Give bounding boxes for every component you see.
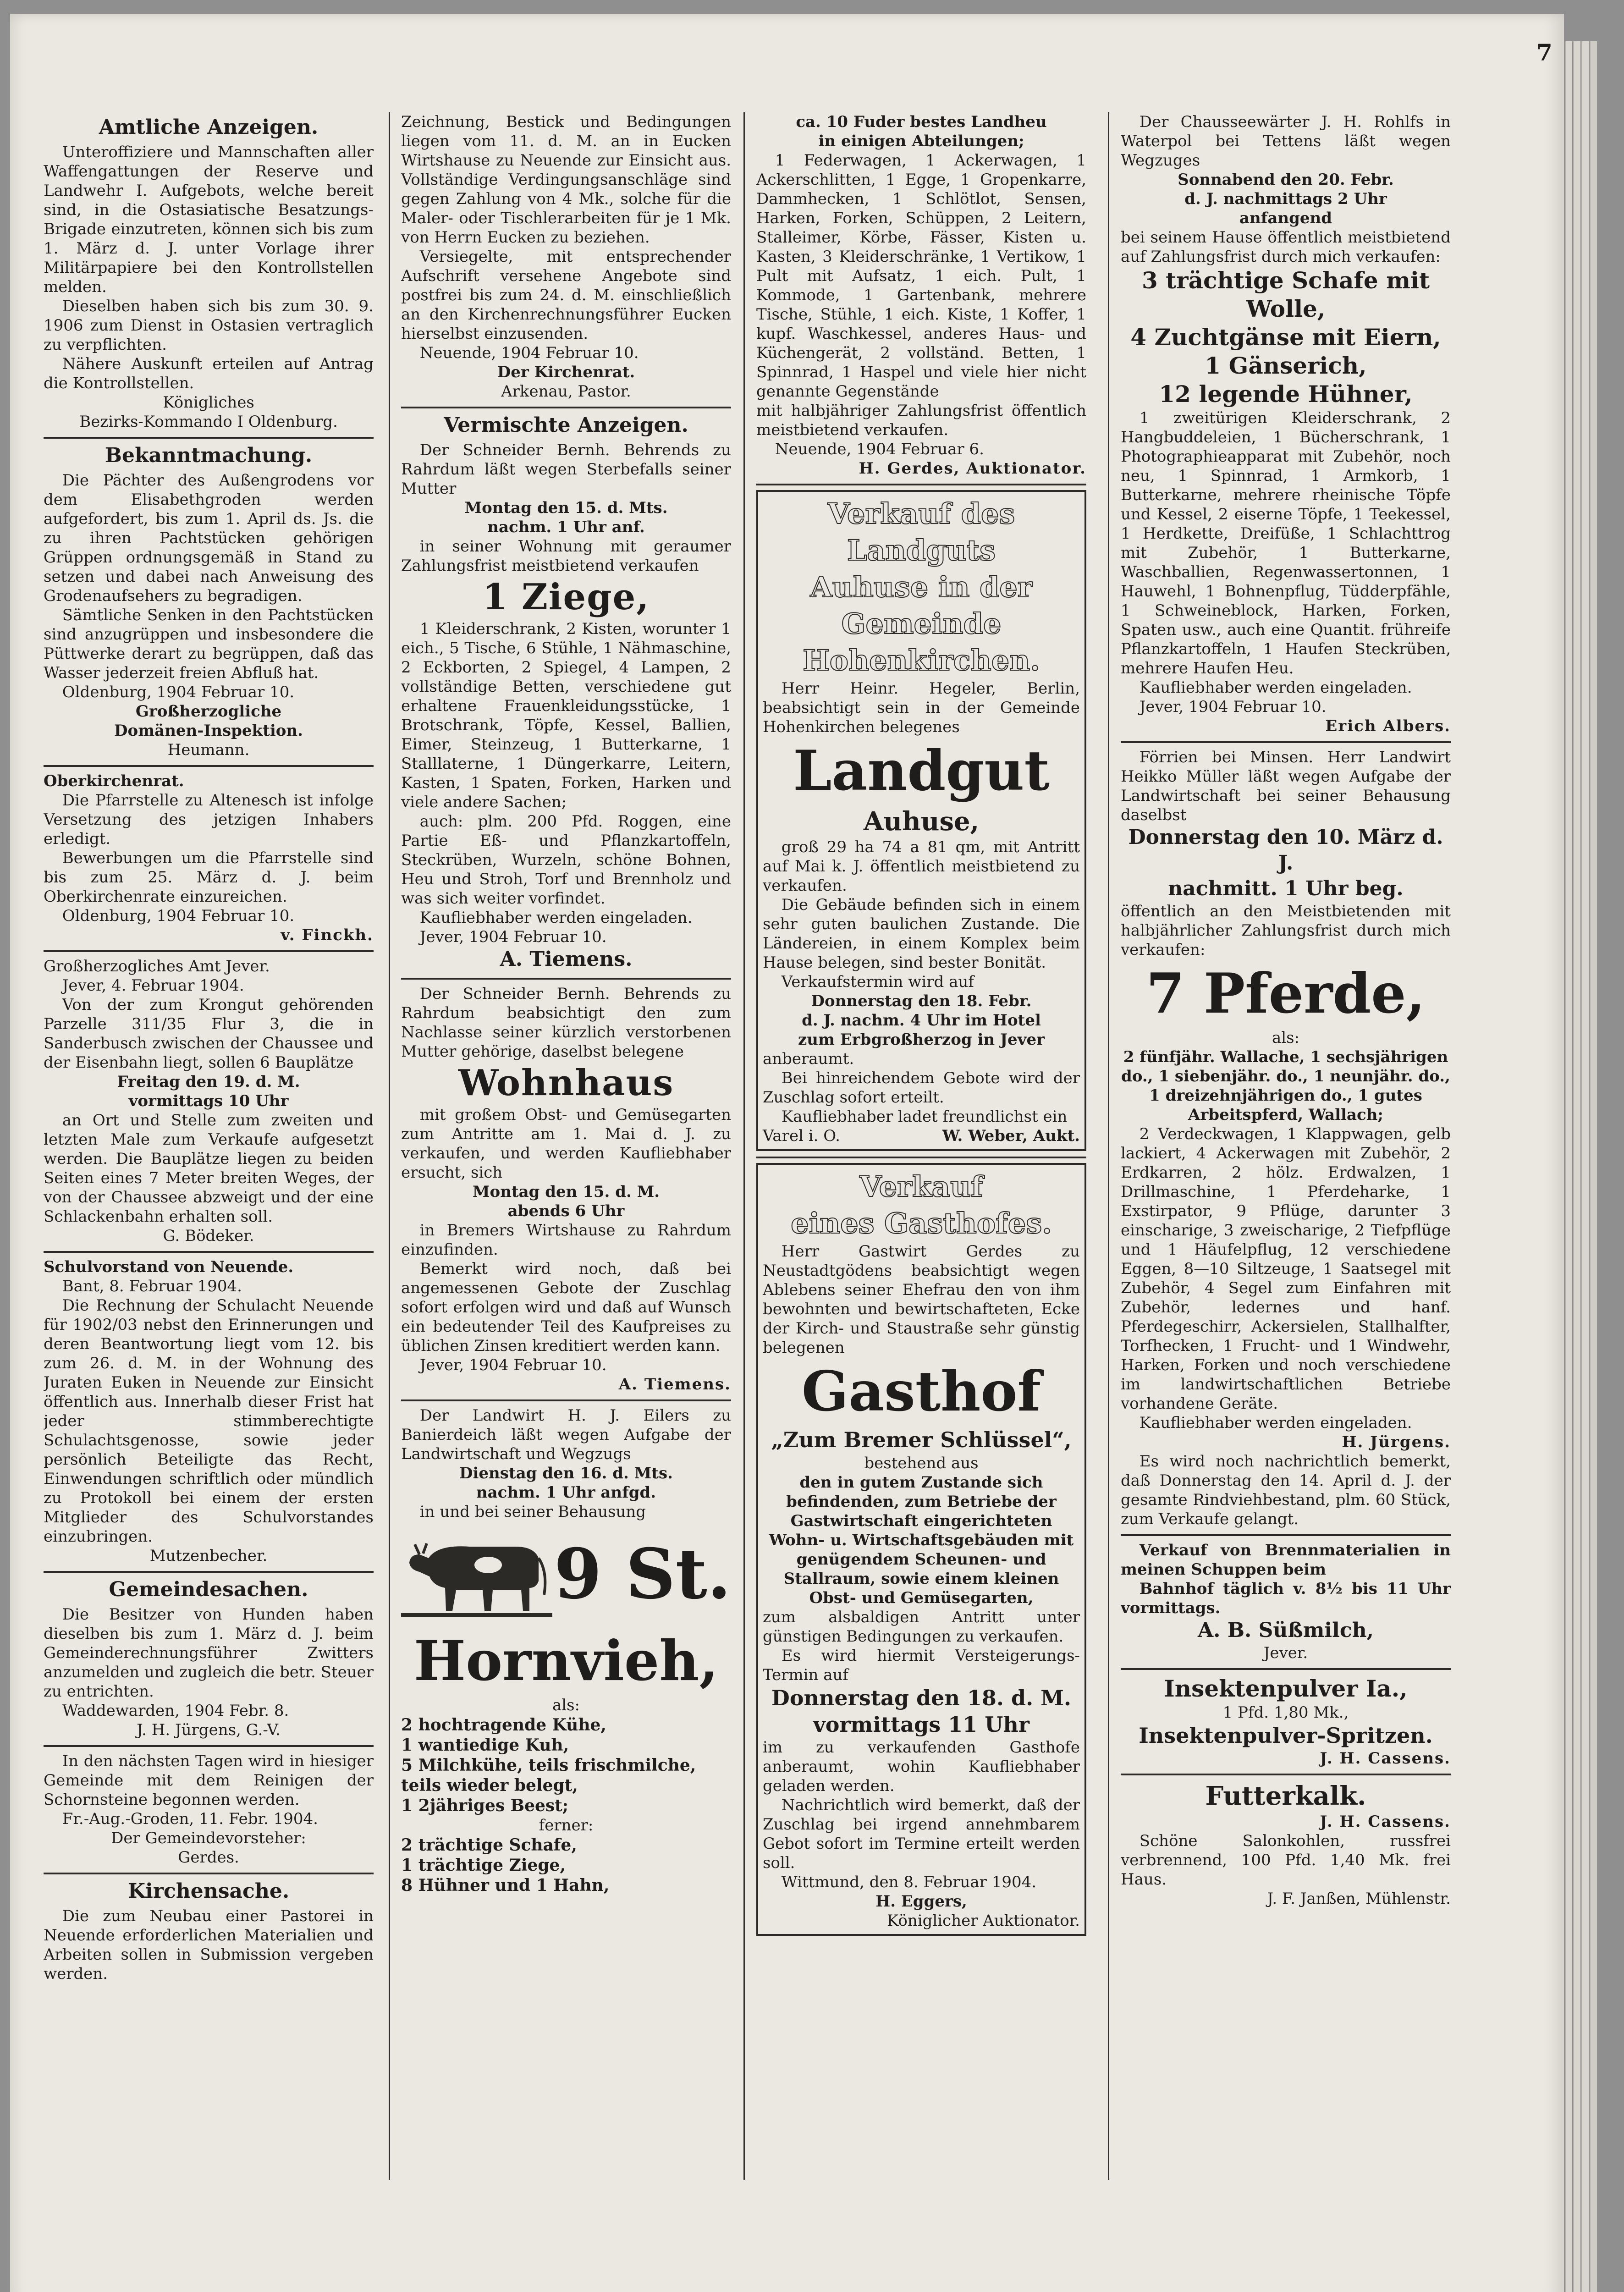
auction-time: anfangend	[1239, 209, 1332, 227]
ad-text: mit halbjähriger Zahlungsfrist öffentlich meistbietend verkaufen.	[756, 402, 1086, 439]
list-item: 1 2jähriges Beest;	[401, 1796, 569, 1815]
notice-signature: Domänen-Inspektion.	[114, 722, 303, 740]
auction-date: Donnerstag den 18. Febr.	[811, 992, 1032, 1010]
ad-text: 1 zweitürigen Kleiderschrank, 2 Hangbuddeleien, 1 Bücherschrank, 1 Photographieapparat mit Zubehör, noch neu, 1 Spinnrad, 1 Armkorb, 1 Butterkarne, mehrere rheinische Töpfe und Kessel, 2 eiserne Töpfe, 1 Teekessel, 1 Herdkette, Dreifüße, 1 Schlachttrog mit Zubehör, 1 Butterkarne, Waschballien, Regenwassertonnen, 1 Hauwehl, 1 Bohnenpflug, Tüdderpfähle, 1 Schweineblock, Harken, Forken, Spaten usw., auch eine Quantit. frühreife Pflanzkartoffeln, 1 Haufen Steckrüben, mehrere Haufen Heu.	[1121, 409, 1451, 678]
notice-text: Dieselben haben sich bis zum 30. 9. 1906 zum Dienst in Ostasien vertraglich zu verpflichten.	[44, 297, 374, 354]
cattle-ad-header	[401, 1526, 731, 1622]
ad-text: Bemerkt wird noch, daß bei angemessenen Gebote der Zuschlag sofort erfolgen wird und daß auf Wunsch ein bedeutender Teil des Kaufpreises zu üblichen Zinsen kreditiert werden kann.	[401, 1260, 731, 1355]
ad-text: 1 Kleiderschrank, 2 Kisten, worunter 1 eich., 5 Tische, 6 Stühle, 1 Nähmaschine, 2 Eckborten, 2 Spiegel, 4 Lampen, 2 vollständige Betten, verschiedene gut erhaltene Frauenkleidungsstücke, 1 Brotschrank, Töpfe, Kessel, Ballien, Eimer, Steinzeug, 1 Butterkarne, 1 Stalllaterne, 1 Düngerkarre, Leitern, Kasten, 1 Spaten, Forken, Harken und viele andere Sachen;	[401, 620, 731, 811]
ad-title: eines Gasthofes.	[791, 1207, 1052, 1240]
ad-signature: H. Jürgens.	[1342, 1433, 1451, 1451]
ad-text: 2 Verdeckwagen, 1 Klappwagen, gelb lackiert, 4 Ackerwagen mit Zubehör, 2 Erdkarren, 2 hölz. Erdwalzen, 1 Drillmaschine, 1 Pferdeharke, 1 Exstirpator, 9 Pflüge, darunter 3 einscharige, 3 zweischarige, 2 Tiefpflüge und 1 Häufelpflug, 12 verschiedene Eggen, 8—10 Siltzeuge, 1 Saatsegel mit Zubehör, 4 Segel zum Einfahren mit Zubehör, ledernes und hanf. Pferdegeschirr, Ackersielen, Stallhalfter, Torfhecken, 1 Frucht- und 1 Windwehr, Harken, Forken und noch verschiedene im landwirtschaftlichen Betriebe vorhandene Geräte.	[1121, 1125, 1451, 1413]
ad-text: mit großem Obst- und Gemüsegarten zum Antritte am 1. Mai d. J. zu verkaufen, und werden Kaufliebhaber ersucht, sich	[401, 1106, 731, 1182]
ad-headline: 7 Pferde,	[1146, 961, 1426, 1026]
livestock-list	[401, 1835, 731, 1895]
column-1	[44, 112, 374, 2180]
divider	[1121, 1668, 1451, 1670]
list-intro: als:	[1272, 1029, 1300, 1047]
ad-text: Es wird noch nachrichtlich bemerkt, daß Donnerstag den 14. April d. J. der gesamte Rindviehbestand, plm. 60 Stück, zum Verkaufe gelangt.	[1121, 1452, 1451, 1528]
divider	[44, 1873, 374, 1874]
notice-date: Jever, 1904 Februar 10.	[419, 928, 607, 946]
divider	[401, 407, 731, 408]
ad-text: Kaufliebhaber werden eingeladen.	[419, 909, 693, 927]
list-item: 8 Hühner und 1 Hahn,	[401, 1876, 610, 1895]
page-edge	[1581, 41, 1589, 2292]
page-edge	[1573, 41, 1580, 2292]
notice-date: Wittmund, den 8. Februar 1904.	[781, 1873, 1037, 1891]
ad-headline: Futterkalk.	[1205, 1781, 1366, 1811]
ad-signature: H. Eggers,	[875, 1892, 967, 1911]
notice-date: Oldenburg, 1904 Februar 10.	[62, 683, 295, 701]
divider	[44, 1571, 374, 1573]
divider	[401, 1399, 731, 1401]
ad-text: zum alsbaldigen Antritt unter günstigen Bedingungen zu verkaufen.	[763, 1608, 1080, 1646]
notice-signature: v. Finckh.	[281, 926, 374, 944]
divider	[44, 950, 374, 952]
ad-text: Schöne Salonkohlen, russfrei verbrennend, 100 Pfd. 1,40 Mk. frei Haus.	[1121, 1832, 1451, 1889]
auction-date: Donnerstag den 18. d. M.	[771, 1686, 1072, 1710]
ad-headline: Insektenpulver Ia.,	[1164, 1675, 1408, 1702]
ad-text: Der Schneider Bernh. Behrends zu Rahrdum läßt wegen Sterbefalls seiner Mutter	[401, 441, 731, 498]
livestock-list	[401, 1715, 731, 1816]
notice-date: Fr.-Aug.-Groden, 11. Febr. 1904.	[62, 1810, 318, 1828]
ad-headline: 9 St.	[554, 1534, 731, 1614]
notice-signature: Heumann.	[167, 741, 250, 759]
notice-signature: Arkenau, Pastor.	[501, 382, 631, 401]
auction-date: Freitag den 19. d. M.	[117, 1073, 300, 1091]
ad-headline: Gasthof	[801, 1359, 1041, 1424]
notice-signature: Der Gemeindevorsteher:	[111, 1829, 306, 1847]
notice-heading: Oberkirchenrat.	[44, 772, 184, 790]
ad-signature: A. B. Süßmilch,	[1198, 1619, 1374, 1642]
divider	[756, 484, 1086, 485]
auction-date: Montag den 15. d. M.	[472, 1183, 660, 1201]
notice-heading: Großherzogliches Amt Jever.	[44, 957, 270, 975]
ad-text: Kaufliebhaber ladet freundlichst ein	[781, 1107, 1068, 1126]
notice-heading: Schulvorstand von Neuende.	[44, 1258, 294, 1276]
notice-date: Neuende, 1904 Februar 10.	[419, 344, 639, 362]
auction-time: nachmitt. 1 Uhr beg.	[1168, 877, 1404, 900]
divider	[44, 1745, 374, 1747]
column-3	[756, 112, 1086, 2180]
auction-time: vormittags 11 Uhr	[813, 1712, 1029, 1737]
ad-text: Es wird hiermit Versteigerungs-Termin auf	[763, 1647, 1080, 1684]
notice-signature: G. Bödeker.	[163, 1227, 254, 1245]
page-edge	[1590, 41, 1597, 2292]
ad-title: Verkauf des Landguts	[827, 497, 1015, 567]
notice-text: Von der zum Krongut gehörenden Parzelle 311/35 Flur 3, die in Sanderbusch zwischen der Chaussee und der Eisenbahn liegt, sollen 6 Bauplätze	[44, 996, 374, 1072]
divider	[1121, 1534, 1451, 1536]
list-item: 1 wantiedige Kuh,	[401, 1736, 569, 1755]
notice-text: Die Pächter des Außengrodens vor dem Elisabethgroden werden aufgefordert, bis zum 1. April ds. Js. die zu ihren Pachtstücken gehörigen Grüppen ordnungsgemäß in Stand zu setzen und dabei nach Anweisung des Grodenaufsehers zu begradigen.	[44, 471, 374, 605]
inn-sale-ad	[756, 1163, 1086, 1936]
ad-signature: J. H. Cassens.	[1320, 1749, 1451, 1768]
column-rule	[1108, 112, 1109, 2180]
ad-text: bei seinem Hause öffentlich meistbietend auf Zahlungsfrist durch mich verkaufen:	[1121, 228, 1451, 266]
divider	[401, 978, 731, 980]
column-2	[401, 112, 731, 2180]
notice-text: Die zum Neubau einer Pastorei in Neuende erforderlichen Materialien und Arbeiten sollen in Submission vergeben werden.	[44, 1907, 374, 1983]
ad-text: Verkauf von Brennmaterialien in meinen Schuppen beim	[1121, 1541, 1451, 1579]
column-4	[1121, 112, 1451, 2180]
ad-signature: W. Weber, Aukt.	[942, 1127, 1080, 1145]
list-item: 5 Milchkühe, teils frischmilche, teils wieder belegt,	[401, 1756, 696, 1795]
column-rule	[743, 112, 745, 2180]
ad-text: Nachrichtlich wird bemerkt, daß der Zuschlag bei irgend annehmbarem Gebot sofort im Termine erteilt werden soll.	[763, 1796, 1080, 1872]
ad-headline: 3 trächtige Schafe mit Wolle,	[1141, 267, 1430, 322]
notice-heading: Kirchensache.	[127, 1879, 290, 1903]
ad-text: Der Chausseewärter J. H. Rohlfs in Waterpol bei Tettens läßt wegen Wegzuges	[1121, 113, 1451, 170]
notice-signature: Der Kirchenrat.	[497, 363, 635, 381]
list-intro: ferner:	[539, 1816, 594, 1835]
divider	[44, 1251, 374, 1253]
ad-signature: A. Tiemens.	[618, 1375, 731, 1394]
notice-date: Jever, 4. Februar 1904.	[62, 976, 244, 995]
ad-text: 1 Federwagen, 1 Ackerwagen, 1 Ackerschlitten, 1 Egge, 1 Gropenkarre, Dammhecken, 1 Schlötlot, Sensen, Harken, Forken, Schüppen, 2 Leitern, Stalleimer, Körbe, Fässer, Kisten u. Kasten, 3 Kleiderschränke, 1 Vertikow, 1 Pult mit Aufsatz, 1 eich. Pult, 1 Kommode, 1 Gartenbank, mehrere Tische, Stühle, 1 eich. Kiste, 1 Koffer, 1 kupf. Waschkessel, anderes Haus- und Küchengerät, 2 vollständ. Betten, 1 Spinnrad, 1 Haspel und viele hier nicht genannte Gegenstände	[756, 151, 1086, 401]
ad-signature: Jever.	[1263, 1644, 1308, 1662]
ad-text: Verkaufstermin wird auf	[781, 973, 974, 991]
ad-headline: Hornvieh,	[413, 1629, 719, 1693]
notice-date: Waddewarden, 1904 Febr. 8.	[62, 1702, 289, 1720]
notice-heading: Gemeindesachen.	[109, 1578, 308, 1601]
ad-headline: Landgut	[793, 738, 1050, 803]
estate-sale-ad	[756, 490, 1086, 1151]
divider	[44, 437, 374, 439]
ad-text: in und bei seiner Behausung	[419, 1503, 646, 1521]
auction-time: d. J. nachm. 4 Uhr im Hotel	[802, 1011, 1041, 1030]
notice-date: Bant, 8. Februar 1904.	[62, 1277, 242, 1295]
ad-text: Kaufliebhaber werden eingeladen.	[1139, 1414, 1412, 1432]
ad-emphasis: den in gutem Zustande sich befindenden, zum Betriebe der Gastwirtschaft eingerichteten Wohn- u. Wirtschaftsgebäuden mit genügendem Scheunen- und Stallraum, sowie einem kleinen Obst- und Gemüsegarten,	[769, 1473, 1074, 1607]
notice-text: Nähere Auskunft erteilen auf Antrag die Kontrollstellen.	[44, 355, 374, 392]
ad-text: Die Gebäude befinden sich in einem sehr guten baulichen Zustande. Die Ländereien, in einem Komplex beim Hause belegen, sind bester Bonität.	[763, 896, 1080, 972]
auction-date: Donnerstag den 10. März d. J.	[1128, 826, 1443, 875]
notice-text: Die Besitzer von Hunden haben dieselben bis zum 1. März d. J. beim Gemeinderechnungsführer Zwitters anzumelden und zugleich die betr. Steuer zu entrichten.	[44, 1605, 374, 1701]
ad-title: Verkauf	[859, 1170, 983, 1203]
ad-subheadline: „Zum Bremer Schlüssel“,	[771, 1427, 1072, 1452]
ad-text: groß 29 ha 74 a 81 qm, mit Antritt auf Mai k. J. öffentlich meistbietend zu verkaufen.	[763, 838, 1080, 895]
ad-text: Der Landwirt H. J. Eilers zu Banierdeich läßt wegen Aufgabe der Landwirtschaft und Wegzugs	[401, 1406, 731, 1463]
ad-headline: 1 Ziege,	[482, 576, 650, 618]
notice-text: Unteroffiziere und Mannschaften aller Waffengattungen der Reserve und Landwehr I. Aufgebots, welche bereit sind, in die Ostasiatische Besatzungs-Brigade einzutreten, können sich bis zum 1. März d. J. unter Vorlage ihrer Militärpapiere bei den Kontrollstellen melden.	[44, 143, 374, 296]
ad-emphasis: 2 fünfjähr. Wallache, 1 sechsjährigen do., 1 siebenjähr. do., 1 neunjähr. do., 1 dreizehnjährigen do., 1 gutes Arbeitspferd, Wallach;	[1121, 1048, 1450, 1124]
auction-time: abends 6 Uhr	[507, 1202, 625, 1220]
ad-text: Bei hinreichendem Gebote wird der Zuschlag sofort erteilt.	[763, 1069, 1080, 1107]
page-number: 7	[1536, 39, 1552, 66]
ad-text: Förrien bei Minsen. Herr Landwirt Heikko Müller läßt wegen Aufgabe der Landwirtschaft bei seiner Behausung daselbst	[1121, 748, 1451, 824]
notice-date: Jever, 1904 Februar 10.	[1139, 698, 1327, 716]
ad-headline: ca. 10 Fuder bestes Landheu	[796, 113, 1047, 131]
ad-text: in seiner Wohnung mit geraumer Zahlungsfrist meistbietend verkaufen	[401, 537, 731, 575]
list-item: 2 trächtige Schafe,	[401, 1835, 577, 1855]
ad-signature: A. Tiemens.	[500, 948, 633, 971]
auction-date: Montag den 15. d. Mts.	[464, 499, 668, 517]
notice-text: Zeichnung, Bestick und Bedingungen liegen vom 11. d. M. an in Eucken Wirtshause zu Neuende zur Einsicht aus. Vollständige Verdingungsanschläge sind gegen Zahlung von 4 Mk., solche für die Maler- oder Tischlerarbeiten für je 1 Mk. von Herrn Eucken zu beziehen.	[401, 113, 731, 247]
list-item: 1 trächtige Ziege,	[401, 1856, 566, 1875]
list-item: 2 hochtragende Kühe,	[401, 1715, 606, 1735]
auction-date: Sonnabend den 20. Febr.	[1178, 171, 1394, 189]
ad-footer	[763, 1126, 1080, 1146]
notice-signature: Gerdes.	[178, 1848, 239, 1867]
notice-signature: Bezirks-Kommando I Oldenburg.	[79, 413, 338, 431]
notice-text: In den nächsten Tagen wird in hiesiger Gemeinde mit dem Reinigen der Schornsteine begonnen werden.	[44, 1752, 374, 1809]
section-heading: Vermischte Anzeigen.	[444, 413, 688, 437]
ad-headline: Wohnhaus	[458, 1062, 674, 1104]
ad-text: Der Schneider Bernh. Behrends zu Rahrdum beabsichtigt den zum Nachlasse seiner kürzlich verstorbenen Mutter gehörige, daselbst belegene	[401, 985, 731, 1061]
divider	[1121, 741, 1451, 743]
ad-place: Varel i. O.	[763, 1127, 840, 1145]
ad-text: im zu verkaufenden Gasthofe anberaumt, wohin Kaufliebhaber geladen werden.	[763, 1738, 1080, 1795]
divider	[756, 1157, 1086, 1158]
auction-time: d. J. nachmittags 2 Uhr	[1184, 190, 1387, 208]
notice-text: Versiegelte, mit entsprechender Aufschrift versehene Angebote sind postfrei bis zum 24. d. M. einschließlich an den Kirchenrechnungsführer Eucken hierselbst einzusenden.	[401, 248, 731, 343]
auction-date: Dienstag den 16. d. Mts.	[459, 1464, 673, 1482]
auction-place: zum Erbgroßherzog in Jever	[798, 1030, 1045, 1049]
auction-time: vormittags 10 Uhr	[128, 1092, 289, 1110]
ad-text: Herr Gastwirt Gerdes zu Neustadtgödens beabsichtigt wegen Ablebens seiner Ehefrau den von ihm bewohnten und bewirtschafteten, Ecke der Kirch- und Staustraße sehr günstig belegenen	[763, 1242, 1080, 1357]
auction-time: nachm. 1 Uhr anf.	[487, 518, 645, 536]
notice-signature: J. H. Jürgens, G.-V.	[137, 1721, 281, 1739]
notice-text: Die Pfarrstelle zu Altenesch ist infolge Versetzung des jetzigen Inhabers erledigt.	[44, 791, 374, 848]
ad-text: auch: plm. 200 Pfd. Roggen, eine Partie Eß- und Pflanzkartoffeln, Steckrüben, Wurzeln, schöne Bohnen, Heu und Stroh, Torf und Brennholz und was sich weiter vorfindet.	[401, 812, 731, 908]
ad-signature: Königlicher Auktionator.	[886, 1912, 1080, 1930]
ad-signature: J. F. Janßen, Mühlenstr.	[1267, 1890, 1451, 1908]
notice-date: Jever, 1904 Februar 10.	[419, 1356, 607, 1374]
notice-signature: Großherzogliche	[135, 702, 282, 721]
ad-signature: Erich Albers.	[1325, 717, 1451, 735]
ad-headline: Insektenpulver-Spritzen.	[1139, 1723, 1433, 1748]
notice-text: an Ort und Stelle zum zweiten und letzten Male zum Verkaufe aufgesetzt werden. Die Bauplätze liegen zu beiden Seiten eines 7 Meter breiten Weges, der von der Chaussee abzweigt und der eine Schlackenbahn erhalten soll.	[44, 1111, 374, 1226]
ad-text: in Bremers Wirtshause zu Rahrdum einzufinden.	[401, 1221, 731, 1259]
ad-text: bestehend aus	[864, 1454, 979, 1472]
list-intro: als:	[552, 1696, 580, 1714]
divider	[1121, 1774, 1451, 1775]
notice-signature: Mutzenbecher.	[149, 1547, 268, 1565]
ad-headline: 4 Zuchtgänse mit Eiern, 1 Gänserich,	[1130, 324, 1441, 379]
ad-text: 1 Pfd. 1,80 Mk.,	[1222, 1703, 1349, 1722]
notice-date: Oldenburg, 1904 Februar 10.	[62, 907, 295, 925]
divider	[44, 765, 374, 767]
page-edge	[1565, 41, 1572, 2292]
notice-date: Neuende, 1904 Februar 6.	[775, 440, 984, 458]
ad-text: öffentlich an den Meistbietenden mit halbjährlicher Zahlungsfrist durch mich verkaufen:	[1121, 902, 1451, 959]
ad-signature: H. Gerdes, Auktionator.	[859, 459, 1086, 478]
notice-heading: Amtliche Anzeigen.	[99, 116, 319, 139]
notice-text: Die Rechnung der Schulacht Neuende für 1902/03 nebst den Erinnerungen und deren Beantwortung liegt vom 12. bis zum 26. d. M. in der Wohnung des Juraten Euken in Neuende zur Einsicht öffentlich aus. Innerhalb dieser Frist hat jeder stimmberechtigte Schulachtsgenosse, sowie jeder persönlich Beteiligte das Recht, Einwendungen schriftlich oder mündlich zu Protokoll bei einem der ersten Mitglieder des Schulvorstandes einzubringen.	[44, 1296, 374, 1546]
ad-headline: in einigen Abteilungen;	[818, 132, 1024, 150]
notice-heading: Bekanntmachung.	[105, 444, 313, 467]
ad-title: Hohenkirchen.	[803, 644, 1040, 677]
ad-text: Bahnhof täglich v. 8½ bis 11 Uhr vormittags.	[1121, 1580, 1451, 1617]
notice-text: Bewerbungen um die Pfarrstelle sind bis zum 25. März d. J. beim Oberkirchenrate einzureichen.	[44, 849, 374, 906]
ad-signature: J. H. Cassens.	[1320, 1813, 1451, 1831]
notice-text: Sämtliche Senken in den Pachtstücken sind anzugrüppen und insbesondere die Püttwerke derart zu begrüppen, daß das Wasser jederzeit freien Abfluß hat.	[44, 606, 374, 682]
column-rule	[389, 112, 390, 2180]
ad-subheadline: Auhuse,	[863, 806, 980, 837]
ad-text: Herr Heinr. Hegeler, Berlin, beabsichtigt sein in der Gemeinde Hohenkirchen belegenes	[763, 679, 1080, 736]
cow-icon	[401, 1526, 552, 1622]
ad-title: Auhuse in der Gemeinde	[810, 570, 1033, 640]
auction-time: nachm. 1 Uhr anfgd.	[476, 1483, 656, 1502]
ad-headline: 12 legende Hühner,	[1159, 380, 1413, 408]
ad-text: anberaumt.	[763, 1050, 854, 1068]
notice-signature: Königliches	[163, 393, 254, 412]
ad-text: Kaufliebhaber werden eingeladen.	[1139, 678, 1412, 697]
